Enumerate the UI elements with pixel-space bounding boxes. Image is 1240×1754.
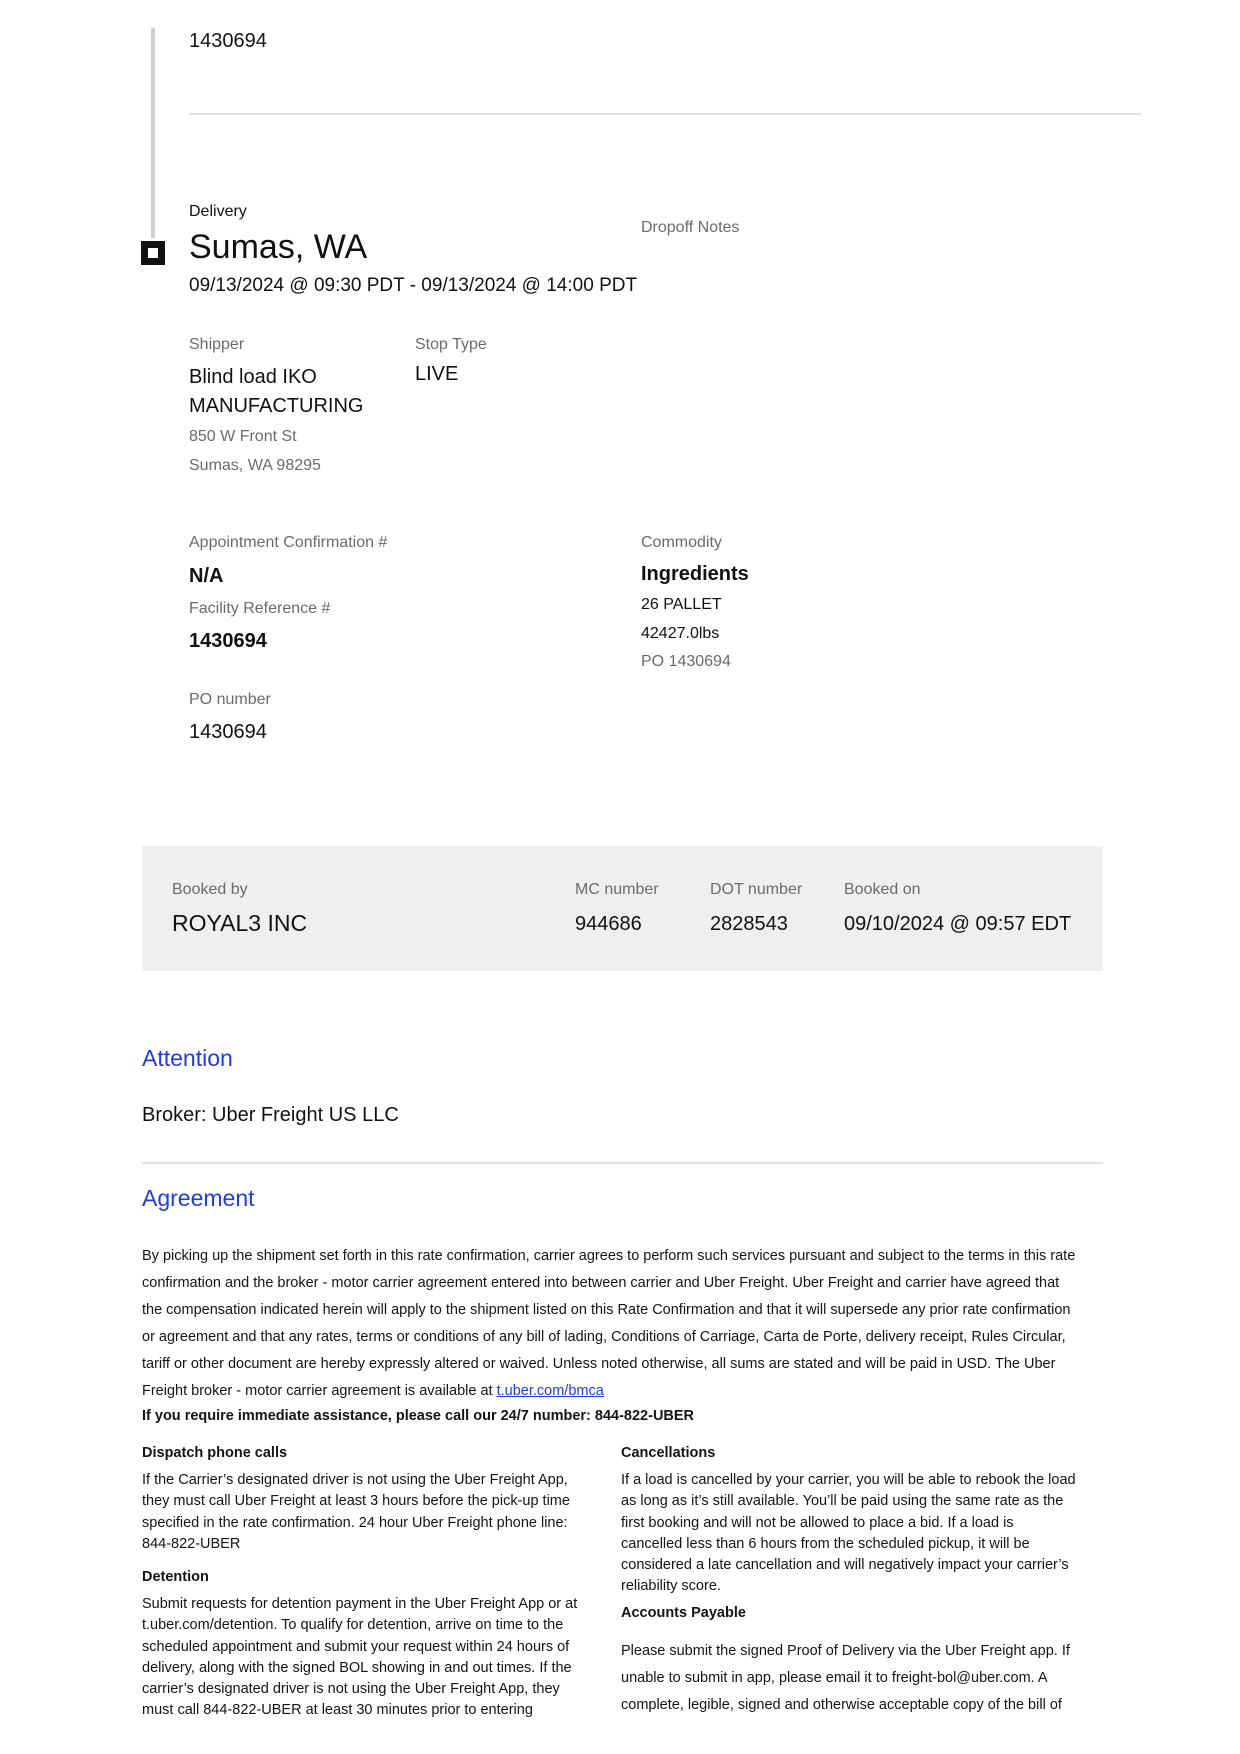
- booked-by-value: ROYAL3 INC: [172, 910, 308, 936]
- booked-on-label: Booked on: [844, 881, 921, 898]
- agreement-text: By picking up the shipment set forth in this rate confirmation, carrier agrees to perform such services pursuant and subject to the terms in this rate confirmation and the broker - motor carrier agreement entered into between carrier and Uber Freight. Uber Freight and carrier have agreed that the compensation indicated herein will apply to the shipment listed on this Rate Confirmation and that it will supersede any prior rate confirmation or agreement and that any rates, terms or conditions of any bill of lading, Conditions of Carriage, Carta de Porte, delivery receipt, Rules Circular, tariff or other document are hereby expressly altered or waived. Unless noted otherwise, all sums are stated and will be paid in USD. The Uber Freight broker - motor carrier agreement is available at: [142, 1248, 1076, 1399]
- dispatch-body: If the Carrier’s designated driver is not using the Uber Freight App, they must call Uber Freight at least 3 hours before the pick-up time specified in the rate confirmation. 24 hour Uber Freight phone line: 844-822-UBER: [142, 1472, 570, 1552]
- shipper-name: [189, 363, 363, 421]
- accounts-payable-body: Please submit the signed Proof of Delivery via the Uber Freight app. If unable to submit in app, please email it to freight-bol@uber.com. A complete, legible, signed and otherwise acceptable copy of the bill of: [621, 1643, 1070, 1713]
- agreement-body: [142, 1243, 1077, 1405]
- shipper-name-line1: Blind load IKO: [189, 366, 317, 388]
- address-line1: 850 W Front St: [189, 428, 297, 445]
- commodity-po: PO 1430694: [641, 653, 731, 670]
- booking-summary: [142, 846, 1103, 971]
- stop-type-label: Stop Type: [415, 336, 487, 353]
- bmca-link[interactable]: t.uber.com/bmca: [496, 1383, 604, 1399]
- accounts-payable-heading: Accounts Payable: [621, 1605, 746, 1621]
- facility-ref-label: Facility Reference #: [189, 600, 331, 617]
- commodity-quantity: 26 PALLET: [641, 596, 722, 613]
- commodity-weight: 42427.0lbs: [641, 625, 720, 642]
- cancellations-heading: Cancellations: [621, 1445, 716, 1461]
- facility-ref-value: 1430694: [189, 630, 267, 652]
- stop-window: 09/13/2024 @ 09:30 PDT - 09/13/2024 @ 14:00 PDT: [189, 275, 638, 296]
- stop-kind: Delivery: [189, 203, 247, 220]
- stop-square-icon: [141, 241, 165, 265]
- commodity-name: Ingredients: [641, 563, 749, 585]
- detention-body: Submit requests for detention payment in the Uber Freight App or at t.uber.com/detention. To qualify for detention, arrive on time to the scheduled appointment and submit your request within 24 hours of delivery, along with the signed BOL showing in and out times. If the carrier’s designated driver is not using the Uber Freight App, they must call 844-822-UBER at least 30 minutes prior to entering: [142, 1596, 578, 1719]
- cancellations-body: If a load is cancelled by your carrier, you will be able to rebook the load as long as it’s still available. You’ll be paid using the same rate as the first booking and will not be allowed to place a bid. If a load is cancelled less than 6 hours from the scheduled pickup, it will be considered a late cancellation and will negatively impact your carrier’s reliability score.: [621, 1472, 1076, 1595]
- previous-stop-po: 1430694: [189, 30, 267, 52]
- dot-number-value: 2828543: [710, 913, 788, 935]
- po-number-value: 1430694: [189, 721, 267, 743]
- divider: [189, 113, 1141, 115]
- shipper-address: [189, 422, 321, 480]
- attention-heading: Attention: [142, 1045, 233, 1071]
- dropoff-notes-label: Dropoff Notes: [641, 219, 740, 236]
- appointment-value: N/A: [189, 565, 224, 587]
- shipper-name-line2: MANUFACTURING: [189, 395, 364, 417]
- assistance-line: If you require immediate assistance, please call our 24/7 number: 844-822-UBER: [142, 1408, 695, 1424]
- broker-line: Broker: Uber Freight US LLC: [142, 1104, 399, 1126]
- timeline-line: [151, 28, 155, 238]
- po-number-label: PO number: [189, 691, 271, 708]
- mc-number-value: 944686: [575, 913, 642, 935]
- shipper-label: Shipper: [189, 336, 245, 353]
- address-line2: Sumas, WA 98295: [189, 457, 321, 474]
- mc-number-label: MC number: [575, 881, 659, 898]
- dot-number-label: DOT number: [710, 881, 803, 898]
- booked-on-value: 09/10/2024 @ 09:57 EDT: [844, 913, 1072, 935]
- stop-type-value: LIVE: [415, 363, 459, 385]
- agreement-heading: Agreement: [142, 1185, 255, 1211]
- booked-by-label: Booked by: [172, 881, 248, 898]
- detention-heading: Detention: [142, 1569, 209, 1585]
- appointment-label: Appointment Confirmation #: [189, 534, 388, 551]
- stop-city: Sumas, WA: [189, 228, 368, 266]
- commodity-label: Commodity: [641, 534, 722, 551]
- divider: [142, 1162, 1103, 1164]
- dispatch-heading: Dispatch phone calls: [142, 1445, 288, 1461]
